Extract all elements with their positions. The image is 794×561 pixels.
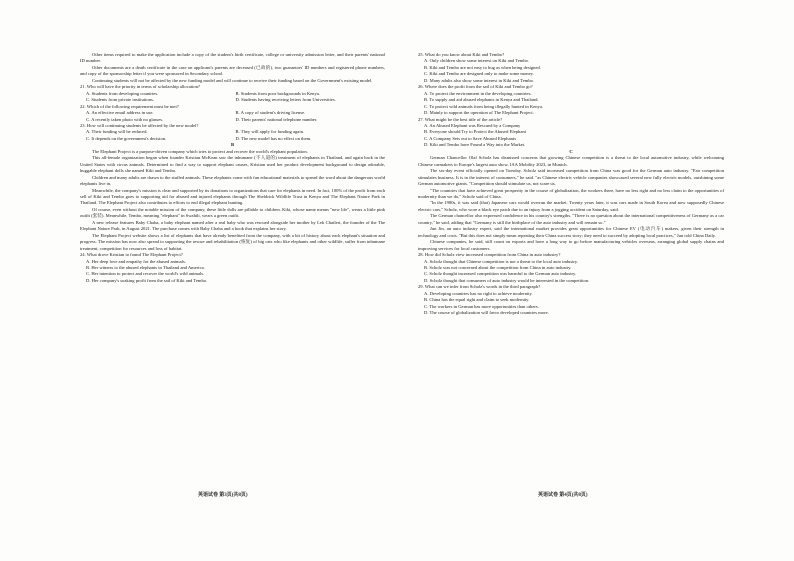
option-27b: B. Everyone should Try to Protect the Abused Elephant <box>424 129 526 135</box>
page-3-footer: 英语试卷 第3页(共8页) <box>198 493 248 498</box>
passage-c-paragraph-4: "In the 1980s, it was said (that) Japanese cars would overrun the market. Twenty years later, it was cars made in South Korea and now supposedly Chinese electric cars," Scholz, who wore a black eye patch due to an injury from a jogging accident on Saturday, said. <box>418 200 724 212</box>
option-24a: A. Her deep love and empathy for the abused animals. <box>86 258 186 264</box>
page-4 <box>418 52 724 317</box>
option-21d: D. Students having receiving letters from Universities. <box>235 97 336 103</box>
option-25d: D. Many adults also show some interest in Kiki and Tembo. <box>424 77 535 83</box>
passage-b-paragraph-3: Children and many adults are drawn to the stuffed animals. These elephants come with fun educational materials to spread the word about the dangerous world elephants live in. <box>80 174 385 187</box>
option-28a: A. Scholz thought that Chinese competition is not a threat to the local auto industry. <box>424 258 579 264</box>
option-29a: A. Developing countries has no right to achieve modernity. <box>424 290 533 296</box>
question-28-stem: 28. How did Scholz view increased competition from China in auto industry? <box>418 252 561 258</box>
passage-b-paragraph-5: Of course, even without the notable mission of the company, these little dolls are pillable to children. Kiki, whose name means "new life", wears a little pink outfit (套装). Meanwhile, Tembo, meaning "elephant" in Swahili, wears a green outfit. <box>80 206 385 219</box>
question-27-stem: 27. What might be the best title of the article? <box>418 116 503 122</box>
option-22d: D. Their parents' national telephone number. <box>235 116 318 122</box>
passage-b-paragraph-1: The Elephant Project is a purpose-driven company which tries to protect and recover the world's elephant population. <box>92 148 308 154</box>
question-26-stem: 26. Where does the profit from the sail of Kiki and Tembo go? <box>418 84 533 90</box>
passage-c-paragraph-6: Jun Jin, an auto industry expert, said the international market provides great opportunities for Chinese EV (电动汽车) makers, given their strength in technology and costs. "But this does not simply mean repeating their China success story; they need to succeed by adopting local practices," Jun told China Daily. <box>418 226 724 238</box>
option-26d: D. Mainly to support the operation of The Elephant Project. <box>424 110 534 116</box>
option-29c: C. The workers in German has more opportunities than others. <box>424 303 539 309</box>
option-21c: C. Students from private institutions. <box>86 97 154 103</box>
intro-paragraph-1: Other items required to make the application include a copy of the student's birth certificate, college or university admission letter, and their parents' national ID number. <box>80 52 385 64</box>
passage-c-paragraph-7: Chinese companies, he said, still count on exports and have a long way to go before manufacturing vehicles overseas, arranging global supply chains and improving services for local customers. <box>418 239 724 251</box>
option-22b: B. A copy of student's driving license. <box>235 110 306 116</box>
intro-paragraph-2: Other documents are a death certificate in the case on applicant's parents are deceased (已故的), two guarantors' ID numbers and registered phone numbers, and copy of the sponsorship letter if you were sponsored in Secondary school. <box>80 64 385 77</box>
option-25c: C. Kiki and Tembo are designed only to make some money. <box>424 71 534 77</box>
option-21b: B. Students from poor backgrounds in Kenya. <box>235 90 320 96</box>
option-27a: A. An Abused Elephant was Rescued by a Company <box>424 122 521 128</box>
option-22c: C. A recently taken photo with no glasses. <box>86 116 164 122</box>
option-28d: D. Scholz thought that consumers of auto industry would be interested in the competition. <box>424 277 590 283</box>
option-26c: C. To protect wild animals from being illegally hunted in Kenya. <box>424 103 544 109</box>
option-21a: A. Students from developing countries. <box>86 90 159 96</box>
option-24b: B. Her witness to the abused elephants in Thailand and America. <box>86 264 205 270</box>
passage-c-paragraph-3: "The countries that have achieved great prosperity in the course of globalization, the workers there, have no less right and no less claim to the opportunities of modernity than we do," Scholz said of China. <box>418 187 724 199</box>
option-29b: B. China has the equal right and claim to seek modernity. <box>424 297 530 303</box>
question-25-stem: 25. What do you know about Kiki and Tembo? <box>418 52 505 57</box>
option-23c: C. It depends on the government's decision. <box>86 135 167 141</box>
page-3 <box>80 52 385 284</box>
option-23b: B. They will apply for funding again. <box>235 129 305 135</box>
intro-paragraph-3: Continuing students will not be affected by the new funding model and will continue to receive their funding based on the Government's existing model. <box>92 77 373 83</box>
question-23-stem: 23. How will continuing students be affected by the new model? <box>80 122 199 128</box>
question-23-options-cd <box>86 136 385 142</box>
option-23d: D. The new model has no effect on them. <box>235 135 312 141</box>
option-27c: C. A Company Sets out to Save Abused Elephants <box>424 135 516 141</box>
passage-b-paragraph-7: The Elephant Project website shows a list of elephants that have already benefited from the company, with a bit of history about each elephant's situation and progress. The mission has now also spread to supporting the rescue and rehabilitation (恢复) of big cats who like elephants and other wildlife, suffer from inhumane treatment, competition for resources and loss of habitat. <box>80 232 385 251</box>
option-28c: C. Scholz thought increased competition was harmful to the German auto industry. <box>424 271 577 277</box>
page-4-footer: 英语试卷 第4页(共8页) <box>538 493 588 498</box>
option-28b: B. Scholz was not concerned about the competition from China in auto industry. <box>424 264 572 270</box>
option-26b: B. To supply and aid abused elephants in Kenya and Thailand. <box>424 97 539 103</box>
question-24-stem: 24. What drove Kristian to found The Elephant Project? <box>80 252 183 258</box>
option-25a: A. Only children show some interest on Kiki and Tembo. <box>424 58 530 64</box>
section-b-heading: B <box>230 142 235 148</box>
option-24d: D. Her company's soaking profit from the sail of Kiki and Tembo. <box>86 277 208 283</box>
question-21-options-cd <box>86 97 385 103</box>
option-29d: D. The course of globalization will favor developed countries more. <box>424 310 549 316</box>
passage-c-paragraph-2: The six-day event officially opened on Tuesday. Scholz said increased competition from China was good for the German auto industry. "Fair competition stimulates business. It is in the interest of consumers," he said. "as Chinese electric vehicle companies showcased several new fully electric models, outshining some German automotive giants. "Competition should stimulate us, not scare us. <box>418 168 724 187</box>
passage-b-paragraph-6: A new release features Baby Chaba, a baby elephant named after a real baby who was rescued alongside her mother by Lek Chailert, the founder of the The Elephant Nature Park, in August 2021. The purchase comes with Baby Chaba and a book that explains her story. <box>80 219 385 232</box>
option-25b: B. Kiki and Tembo are not easy to hug as when being designed. <box>424 64 541 70</box>
option-23a: A. Their funding will be reduced. <box>86 129 148 135</box>
option-24c: C. Her intention to protect and recover the world's wild animals. <box>86 271 205 277</box>
passage-b-paragraph-2: This all-female organization began when founder Kristian McKean saw the inhumane (不人道的) treatment of elephants in Thailand, and again back in the United States with circus animals. Determined to find a way to support elephant causes, Kristian used her product development background to design adorable, huggable elephant dolls she named Kiki and Tembo. <box>80 155 385 174</box>
option-27d: D. Kiki and Tembo have Found a Way into the Market. <box>424 142 526 148</box>
option-22a: A. An effective email address in use. <box>86 110 154 116</box>
option-26a: A. To protect the environment in the developing countries. <box>424 90 532 96</box>
question-22-stem: 22. Which of the following requirement must be met? <box>80 103 179 109</box>
passage-c-paragraph-5: The German chancellor also expressed confidence in his country's strengths. "There is no question about the international competitiveness of Germany as a car country," he said, adding that "Germany is still the birthplace of the auto industry and will remain so." <box>418 213 724 225</box>
section-c-heading: C <box>569 148 573 154</box>
passage-c-paragraph-1: German Chancellor Olaf Scholz has dismissed concerns that growing Chinese competition is a threat to the local automotive industry, while welcoming Chinese carmakers to Europe's largest auto show, IAA Mobility 2023, in Munich. <box>418 155 724 167</box>
question-21-stem: 21. Who will have the priority in terms of scholarship allocation? <box>80 84 200 90</box>
question-29-stem: 29. What can we infer from Scholz's words in the third paragraph? <box>418 284 541 290</box>
passage-b-paragraph-4: Meanwhile, the company's mission is clear and supported by its donations to organizations that care for elephants in need. In fact, 100% of the profit from each sell of Kiki and Tembo goes to supporting aid for abused and injured elephants through The Sheldrick Wildlife Trust in Kenya and The Elephant Nature Park in Thailand. The Elephant Project also contributes to efforts to end illegal elephant hunting. <box>80 187 386 206</box>
